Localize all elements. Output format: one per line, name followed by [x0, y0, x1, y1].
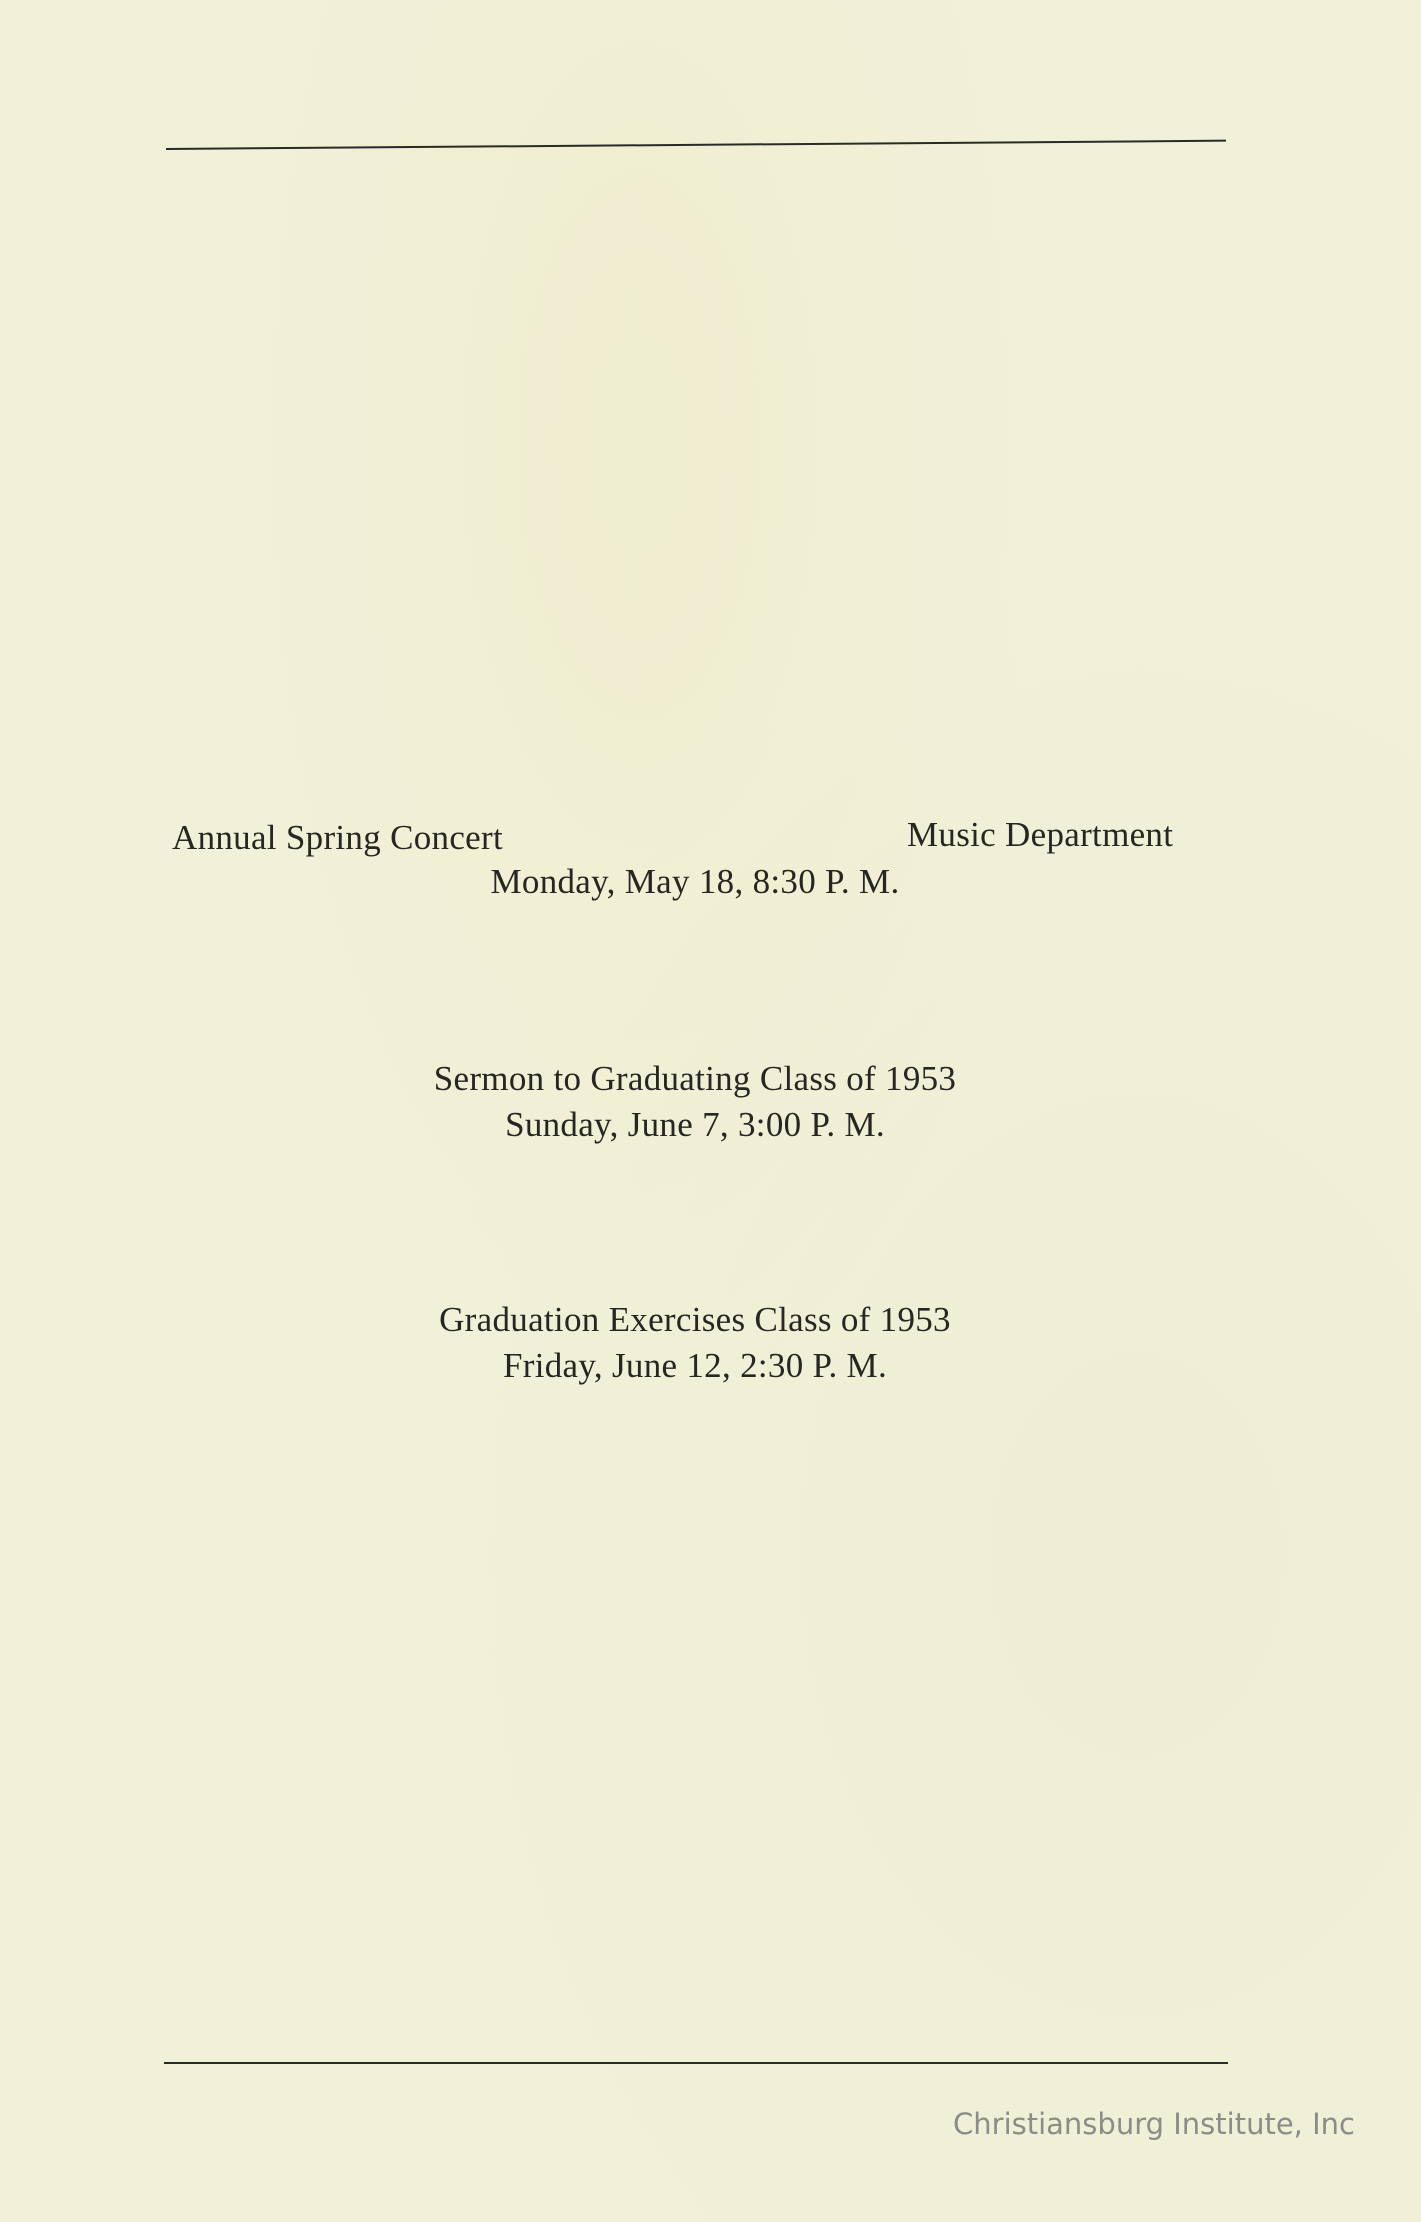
- event-title-graduation: Graduation Exercises Class of 1953: [439, 1300, 951, 1339]
- archive-watermark: Christiansburg Institute, Inc: [953, 2107, 1355, 2141]
- event-presenter-music-department: Music Department: [907, 815, 1174, 854]
- top-rule: [166, 140, 1226, 150]
- bottom-rule: [164, 2062, 1228, 2064]
- event-title-sermon: Sermon to Graduating Class of 1953: [433, 1059, 957, 1098]
- event-title-spring-concert: Annual Spring Concert: [172, 818, 503, 857]
- event-datetime-graduation: Friday, June 12, 2:30 P. M.: [502, 1346, 888, 1385]
- event-datetime-spring-concert: Monday, May 18, 8:30 P. M.: [490, 862, 900, 901]
- event-datetime-sermon: Sunday, June 7, 3:00 P. M.: [505, 1105, 885, 1144]
